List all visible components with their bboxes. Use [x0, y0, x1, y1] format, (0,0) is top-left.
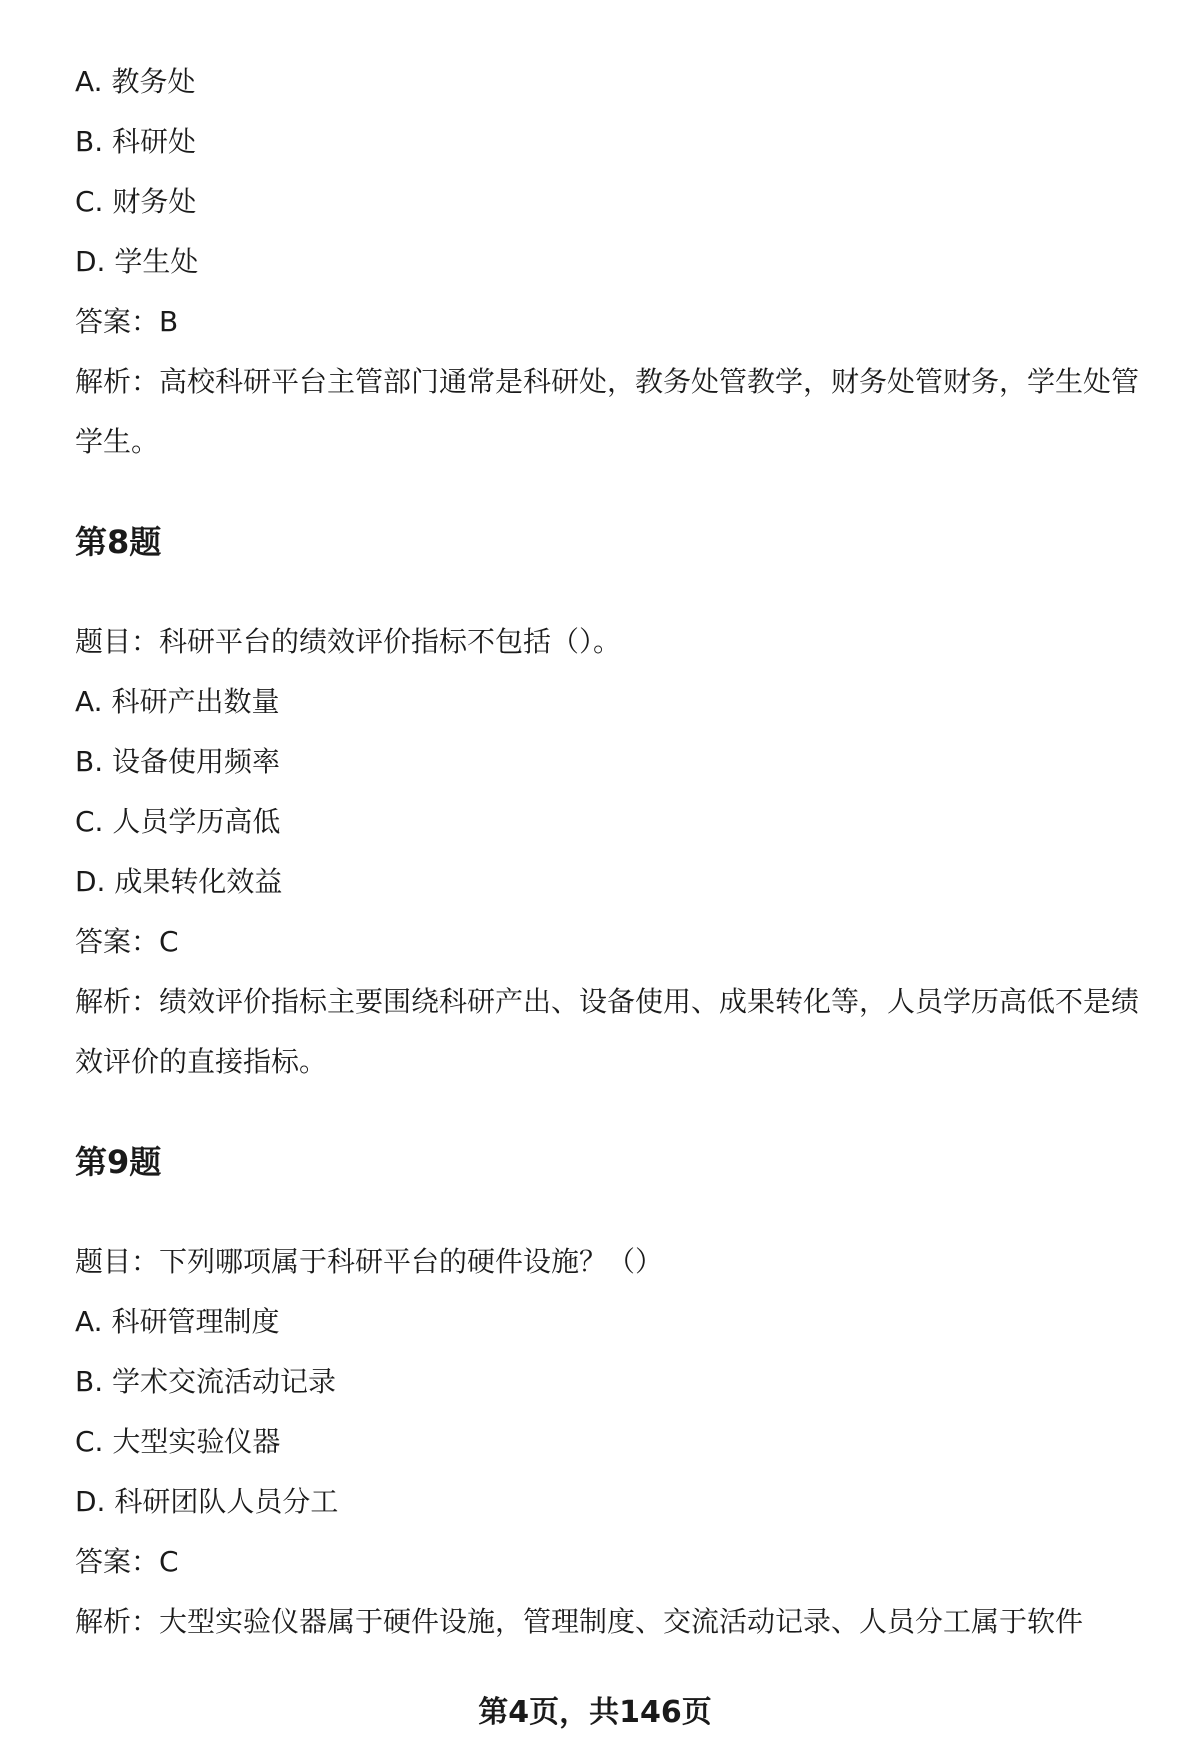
- option-b: B. 设备使用频率: [75, 745, 281, 778]
- question-text: 题目：下列哪项属于科研平台的硬件设施？（）: [75, 1245, 664, 1278]
- answer: 答案：C: [75, 925, 179, 958]
- page-number-footer: 第4页，共146页: [478, 1695, 712, 1730]
- question-8: [75, 512, 1165, 1092]
- answer: 答案：C: [75, 1545, 179, 1578]
- option-c: C. 人员学历高低: [75, 805, 281, 838]
- option-d: D. 成果转化效益: [75, 865, 283, 898]
- option-a: A. 教务处: [75, 65, 196, 98]
- question-text: 题目：科研平台的绩效评价指标不包括（）。: [75, 625, 622, 658]
- analysis: 解析：大型实验仪器属于硬件设施，管理制度、交流活动记录、人员分工属于软件: [75, 1605, 1084, 1638]
- option-b: B. 学术交流活动记录: [75, 1365, 337, 1398]
- option-d: D. 科研团队人员分工: [75, 1485, 339, 1518]
- page-content: [75, 52, 1165, 1652]
- answer: 答案：B: [75, 305, 179, 338]
- option-a: A. 科研产出数量: [75, 685, 280, 718]
- option-d: D. 学生处: [75, 245, 199, 278]
- question-7-tail: [75, 52, 1165, 472]
- analysis: 解析：绩效评价指标主要围绕科研产出、设备使用、成果转化等，人员学历高低不是绩效评价的直接指标。: [75, 985, 1140, 1078]
- option-a: A. 科研管理制度: [75, 1305, 280, 1338]
- question-heading: 第9题: [75, 1143, 162, 1181]
- question-heading: 第8题: [75, 523, 162, 561]
- option-b: B. 科研处: [75, 125, 197, 158]
- question-9: [75, 1132, 1165, 1652]
- option-c: C. 大型实验仪器: [75, 1425, 281, 1458]
- option-c: C. 财务处: [75, 185, 197, 218]
- analysis: 解析：高校科研平台主管部门通常是科研处，教务处管教学，财务处管财务，学生处管学生。: [75, 365, 1140, 458]
